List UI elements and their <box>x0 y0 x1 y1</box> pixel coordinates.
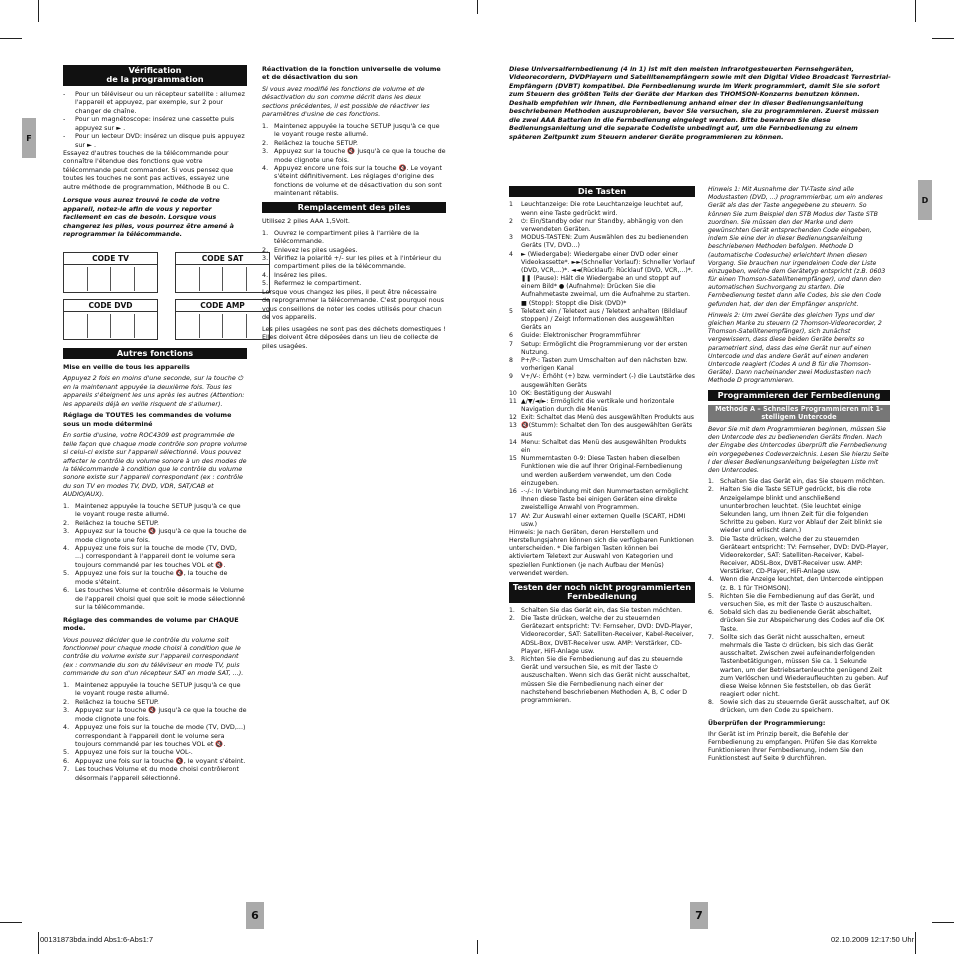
tasten-number: 5 <box>509 307 513 315</box>
step: Maintenez appuyée la touche SETUP jusqu'à ce que le voyant rouge reste allumé. <box>75 680 241 698</box>
paragraph: Essayez d'autres touches de la télécommande pour connaître l'étendue des fonctions que votre télécommande peut commander. Si vous pensez que toutes les touches ne sont pas actives, essayez une autre méthode de programmation, Méthode B ou C. <box>63 149 234 191</box>
tasten-text: P+/P-: Tasten zum Umschalten auf den nächsten bzw. vorherigen Kanal <box>521 356 688 373</box>
code-label: CODE AMP <box>176 300 269 312</box>
subheading: Réactivation de la fonction universelle de volume et de désactivation du son <box>262 65 441 82</box>
paragraph: Ihr Gerät ist im Prinzip bereit, die Befehle der Fernbedienung zu empfangen. Prüfen Sie das Korrekte Funktionieren Ihrer Fernbedienung, indem Sie den Funktionstest auf Seite 9 durchführen. <box>708 730 877 763</box>
tasten-item <box>509 390 695 398</box>
tasten-text: ▲/▼/◄/►: Ermöglicht die vertikale und horizontale Navigation durch die Menüs <box>521 397 675 414</box>
step: Schalten Sie das Gerät ein, das Sie steuern möchten. <box>720 478 886 486</box>
code-label: CODE SAT <box>176 253 269 265</box>
tasten-text: MODUS-TASTEN: Zum Auswählen des zu bedienenden Geräts (TV, DVD...) <box>521 234 689 250</box>
tasten-number: 15 <box>509 455 517 463</box>
de-intro <box>509 65 891 144</box>
tasten-text: ► (Wiedergabe): Wiedergabe einer DVD oder einer Videokassette*. ►►(Schneller Vorlauf): Schneller Vorlauf (DVD, VCR,...)*. ◄◄(Rücklauf): Rücklauf (DVD, VCR,...)*. ❚❚ (Pause): Hält die Wiedergabe an und stoppt auf einem Bild* ● (Aufnahme): Drücken Sie die Aufnahmetaste zweimal, um die Aufnahme zu starten. ■ (Stopp): Stoppt die Disk (DVD)* <box>521 250 695 307</box>
tasten-item <box>509 513 695 529</box>
step: Vérifiez la polarité +/- sur les piles et à l'intérieur du compartiment piles de la télécommande. <box>274 254 442 271</box>
list-item: Pour un magnétoscope: insérez une cassette puis appuyez sur ► . <box>75 115 235 132</box>
intro-paragraph: Diese Universalfernbedienung (4 in 1) ist mit den meisten infrarotgesteuerten Fernsehgeräten, Videorecordern, DVDPlayern und Satellitenempfängern sowie mit den Digital Video Broadcast Terrestrial-Empfängern (DVBT) kompatibel. Die Fernbedienung wurde im Werk programmiert, damit Sie sie sofort zum Steuern des größten Teils der Geräte der Marken des THOMSON-Konzerns benutzen können. Deshalb empfehlen wir Ihnen, die Fernbedienung anhand einer der in dieser Bedienungsanleitung beschriebenen Methoden auszuprobieren, bevor Sie versuchen, sie zu programmieren. Zuerst müssen die zwei AAA Batterien in die Fernbedienung eingelegt werden. Bitte bewahren Sie diese Bedienungsanleitung und die separate Codeliste unbedingt auf, um die Fernbedienung zu einem späteren Zeitpunkt zum Steuern anderer Geräte programmieren zu können. <box>509 65 891 141</box>
code-box <box>175 299 270 340</box>
step: Richten Sie die Fernbedienung auf das zu steuernde Gerät und versuchen Sie, es mit der Taste ⏻ auszuschalten. Wenn sich das Gerät nicht ausschaltet, müssen Sie die Fernbedienung nach einer der nachstehend beschriebenen Methoden A, B, C oder D programmieren. <box>521 656 691 704</box>
tasten-number: 1 <box>509 201 513 209</box>
tasten-text: OK: Bestätigung der Auswahl <box>521 389 612 397</box>
tasten-item <box>509 201 695 217</box>
list-item: Pour un téléviseur ou un récepteur satellite : allumez l'appareil et appuyez, par exemple, sur 2 pour changer de chaîne. <box>75 89 245 115</box>
paragraph: Si vous avez modifié les fonctions de volume et de désactivation du son comme décrit dans les deux sections précédentes, il est possible de réactiver les paramètres d'usine de ces fonctions. <box>262 84 430 119</box>
tasten-item <box>509 341 695 357</box>
tasten-text: Teletext ein / Teletext aus / Teletext anhalten (Bildlauf stoppen) / Zeigt Informationen des ausgewählten Geräts an <box>521 307 688 332</box>
step: Wenn die Anzeige leuchtet, den Untercode eintippen (z. B. 1 für THOMSON). <box>720 576 884 592</box>
subheading: Mise en veille de tous les appareils <box>63 362 190 371</box>
tasten-list <box>509 201 695 529</box>
tasten-text: ⏻: Ein/Standby oder nur Standby, abhängig von den verwendeten Geräten. <box>521 217 683 233</box>
paragraph: Hinweis: Je nach Geräten, deren Herstellern und Herstellungsjahren können sich die verfügbaren Funktionen unterscheiden. * Die farbigen Tasten können bei aktiviertem Teletext zur Auswahl von Kategorien und speziellen Funktionen (je nach Aufbau der Menüs) verwendet werden. <box>509 528 694 577</box>
footer-timestamp: 02.10.2009 12:17:50 Uhr <box>831 935 914 944</box>
code-box <box>175 252 270 293</box>
tasten-number: 17 <box>509 512 517 520</box>
tasten-number: 11 <box>509 397 517 405</box>
tasten-item <box>509 455 695 488</box>
tasten-number: 7 <box>509 340 513 348</box>
footer-file-info: 00131873bda.indd Abs1:6-Abs1:7 <box>40 935 154 944</box>
step: Appuyez une fois sur la touche VOL-. <box>75 748 193 757</box>
tasten-text: Guide: Elektronischer Programmführer <box>521 332 641 340</box>
list-item: Pour un lecteur DVD: insérez un disque puis appuyez sur ► . <box>75 132 245 149</box>
step: Appuyez encore une fois sur la touche 🔇. Le voyant s'éteint définitivement. Les réglages d'origine des fonctions de volume et de désactivation du son sont maintenant rétablis. <box>274 163 442 198</box>
crop-mark <box>0 922 22 923</box>
tasten-item <box>509 357 695 373</box>
tasten-text: V+/V-: Erhöht (+) bzw. vermindert (-) die Lautstärke des ausgewählten Geräts <box>521 373 695 389</box>
tasten-number: 3 <box>509 234 513 242</box>
step: Relâchez la touche SETUP. <box>274 138 358 147</box>
subheading: Überprüfen der Programmierung: <box>708 719 826 727</box>
paragraph: En sortie d'usine, votre ROC4309 est programmée de telle façon que chaque mode contrôle son propre volume si celui-ci existe sur l'appareil sélectionné. Vous pouvez affecter le contrôle du volume sonore à un des modes de la télécommande à condition que le contrôle du volume sonore existe sur l'appareil correspondant (ex : contrôle du son TV en modes TV, DVD, VDR, SAT/CAB et AUDIO/AUX). <box>63 431 247 499</box>
crop-mark <box>915 0 916 22</box>
step: Maintenez appuyée la touche SETUP jusqu'à ce que le voyant rouge reste allumé. <box>75 501 241 519</box>
tasten-number: 9 <box>509 373 513 381</box>
tasten-number: 4 <box>509 250 513 258</box>
tasten-number: 12 <box>509 414 517 422</box>
fr-column-1: Vérification de la programmation - Pour un téléviseur ou un récepteur satellite : allumez l'appareil et appuyez, par exemple, sur 2 pour changer de chaîne. - Pour un magnétoscope: insérez une cassette puis appuyez sur ► . - Pour un lecteur DVD: insérez un disque puis appuyez sur ► . Essayez d'autres touches de la télécommande pour connaître l'étendue des fonctions que votre télécommande peut commander. Si vous pensez que toutes les touches ne sont pas actives, essayez une autre méthode de programmation, Méthode B ou C. Lorsque vous aurez trouvé le code de votre appareil, notez-le afin de vous y reporter facilement en cas de besoin. Lorsque vous changerez les piles, vous pourrez être amené à reprogrammer la télécommande. CODE TV CODE SAT CODE DVD CODE AMP Autres fonctions Mise en veille de tous les appareils Appuyez 2 fois en moins d'une seconde, sur la touche ⏻ en la maintenant appuyée la deuxième fois. Tous les appareils s'éteignent les uns après les autres (Attention: les appareils déjà en veille risquent de s'allumer). Réglage de TOUTES les commandes de volume sous un mode déterminé En sortie d'usine, votre ROC4309 est programmée de telle façon que chaque mode contrôle son propre volume si celui-ci existe sur l'appareil sélectionné. Vous pouvez affecter le contrôle du volume sonore à un des modes de la télécommande à condition que le contrôle du volume sonore existe sur l'appareil correspondant (ex : contrôle du son TV en modes TV, DVD, VDR, SAT/CAB et AUDIO/AUX). 1. Maintenez appuyée la touche SETUP jusqu'à ce que le voyant rouge reste allumé. 2. Relâchez la touche SETUP. 3. Appuyez sur la touche 🔇 jusqu'à ce que la touche de mode clignote une fois. 4. Appuyez une fois sur la touche de mode (TV, DVD, ...) correspondant à l'appareil dont le volume sera toujours commandé par les touches VOL et 🔇. 5. Appuyez une fois sur la touche 🔇, la touche de mode s'éteint. 6. Les touches Volume et contrôle désormais le Volume de l'appareil choisi quel que soit le mode sélectionné sur la télécommande. Réglage des commandes de volume par CHAQUE mode. Vous pouvez décider que le contrôle du volume soit fonctionnel pour chaque mode choisi à condition que le contrôle du volume existe sur l'appareil correspondant (ex : commande du son du téléviseur en mode TV, puis commande du son d'un récepteur SAT en mode SAT, ...). 1. Maintenez appuyée la touche SETUP jusqu'à ce que le voyant rouge reste allumé. 2. Relâchez la touche SETUP. 3. Appuyez sur la touche 🔇 jusqu'à ce que la touche de mode clignote une fois. 4. Appuyez une fois sur la touche de mode (TV, DVD,...) correspondant à l'appareil dont le volume sera toujours commandé par les touches VOL et 🔇. 5. Appuyez une fois sur la touche VOL-. 6. Appuyez une fois sur la touche 🔇, le voyant s'éteint. 7. Les touches Volume et du mode choisi contrôleront désormais l'appareil sélectionné. <box>63 65 247 782</box>
step: Richten Sie die Fernbedienung auf das Gerät, und versuchen Sie, es mit der Taste ⏻ auszuschalten. <box>720 592 875 609</box>
crop-mark <box>932 38 954 39</box>
paragraph: Les piles usagées ne sont pas des déchets domestiques ! Elles doivent être déposées dans un lieu de collecte de piles usagées. <box>262 324 446 350</box>
piles-heading: Remplacement des piles <box>262 202 446 213</box>
step: Sowie sich das zu steuernde Gerät ausschaltet, auf OK drücken, um den Code zu speichern. <box>720 699 890 715</box>
step: Schalten Sie das Gerät ein, das Sie testen möchten. <box>521 606 683 614</box>
paragraph: Utilisez 2 piles AAA 1,5Volt. <box>262 217 350 226</box>
step: Sollte sich das Gerät nicht ausschalten, erneut mehrmals die Taste ⏻ drücken, bis sich das Gerät ausschaltet. Zwischen zwei aufeinanderfolgenden Tastenbetätigungen, müssen Sie ca. 1 Sekunde warten, um der Betriebsartenleuchte genügend Zeit zum Verlöschen und Wiederaufleuchten zu geben. Auf diese Weise können Sie feststellen, ob das Gerät reagiert oder nicht. <box>720 633 889 699</box>
testen-heading: Testen der noch nicht programmierten Fernbedienung <box>509 582 695 603</box>
crop-mark <box>38 0 39 22</box>
subheading: Réglage de TOUTES les commandes de volume sous un mode déterminé <box>63 411 232 428</box>
step: Appuyez sur la touche 🔇 jusqu'à ce que la touche de mode clignote une fois. <box>274 147 446 164</box>
crop-mark <box>477 0 478 14</box>
note-paragraph: Lorsque vous aurez trouvé le code de votre appareil, notez-le afin de vous y reporter facilement en cas de besoin. Lorsque vous changerez les piles, vous pourrez être amené à reprogrammer la télécommande. <box>63 196 234 239</box>
crop-mark <box>932 922 954 923</box>
step: Appuyez une fois sur la touche 🔇, le voyant s'éteint. <box>75 756 246 765</box>
step: Sobald sich das zu bedienende Gerät abschaltet, drücken Sie zur Abspeicherung des Codes auf die OK Taste. <box>720 609 885 633</box>
step: Relâchez la touche SETUP. <box>75 518 159 527</box>
crop-mark <box>0 38 22 39</box>
programmieren-heading: Programmieren der Fernbedienung <box>708 390 890 401</box>
step: Appuyez une fois sur la touche 🔇, la touche de mode s'éteint. <box>75 569 228 586</box>
code-box <box>63 299 158 340</box>
paragraph: Appuyez 2 fois en moins d'une seconde, sur la touche ⏻ en la maintenant appuyée la deuxième fois. Tous les appareils s'éteignent les uns après les autres (Attention: les appareils déjà en veille risquent de s'allumer). <box>63 374 245 408</box>
tasten-item <box>509 373 695 389</box>
tasten-number: 13 <box>509 422 517 430</box>
tasten-item <box>509 488 695 513</box>
de-column-1: Die Tasten 1 Leuchtanzeige: Die rote Leuchtanzeige leuchtet auf, wenn eine Taste gedrückt wird. 2 ⏻: Ein/Standby oder nur Standby, abhängig von den verwendeten Geräten. 3 MODUS-TASTEN: Zum Auswählen des zu bedienenden Geräts (TV, DVD...) 4 ► (Wiedergabe): Wiedergabe einer DVD oder einer Videokassette*. ►►(Schneller Vorlauf): Schneller Vorlauf (DVD, VCR,...)*. ◄◄(Rücklauf): Rücklauf (DVD, VCR,...)*. ❚❚ (Pause): Hält die Wiedergabe an und stoppt auf einem Bild* ● (Aufnahme): Drücken Sie die Aufnahmetaste zweimal, um die Aufnahme zu starten. ■ (Stopp): Stoppt die Disk (DVD)* 5 Teletext ein / Teletext aus / Teletext anhalten (Bildlauf stoppen) / Zeigt Informationen des ausgewählten Geräts an 6 Guide: Elektronischer Programmführer 7 Setup: Ermöglicht die Programmierung vor der ersten Nutzung. 8 P+/P-: Tasten zum Umschalten auf den nächsten bzw. vorherigen Kanal 9 V+/V-: Erhöht (+) bzw. vermindert (-) die Lautstärke des ausgewählten Geräts 10 OK: Bestätigung der Auswahl 11 ▲/▼/◄/►: Ermöglicht die vertikale und horizontale Navigation durch die Menüs 12 Exit: Schaltet das Menü des ausgewählten Produkts aus 13 🔇(Stumm): Schaltet den Ton des ausgewählten Geräts aus 14 Menu: Schaltet das Menü des ausgewählten Produkts ein 15 Nummerntasten 0-9: Diese Tasten haben dieselben Funktionen wie die auf Ihrer Original-Fernbedienung und werden außerdem verwendet, um den Code einzugeben. 16 -·-/-: In Verbindung mit den Nummertasten ermöglicht Ihnen diese Taste bei einigen Geräten eine direkte zweistellige Anwahl von Programmen. 17 AV: Zur Auswahl einer externen Quelle (SCART, HDMI usw.) Hinweis: Je nach Geräten, deren Herstellern und Herstellungsjahren können sich die verfügbaren Funktionen unterscheiden. * Die farbigen Tasten können bei aktiviertem Teletext zur Auswahl von Kategorien und speziellen Funktionen (je nach Aufbau der Menüs) verwendet werden. Testen der noch nicht programmierten Fernbedienung 1. Schalten Sie das Gerät ein, das Sie testen möchten. 2. Die Taste drücken, welche der zu steuernden Gerätezart entspricht: TV: Fernseher, DVD: DVD-Player, Videorecorder, SAT: Satelliten-Receiver, Kabel-Receiver, ADSL-Box, DVBT-Receiver usw. AMP: Verstärker, CD-Player, HiFi-Anlage usw. 3. Richten Sie die Fernbedienung auf das zu steuernde Gerät und versuchen Sie, es mit der Taste ⏻ auszuschalten. Wenn sich das Gerät nicht ausschaltet, müssen Sie die Fernbedienung nach einer der nachstehend beschriebenen Methoden A, B, C oder D programmieren. <box>509 186 695 704</box>
tasten-item <box>509 251 695 308</box>
tasten-number: 16 <box>509 487 517 495</box>
tasten-text: Exit: Schaltet das Menü des ausgewählten Produkts aus <box>521 414 695 422</box>
tasten-number: 14 <box>509 438 517 446</box>
verification-heading: Vérification de la programmation <box>63 65 247 86</box>
code-box <box>63 252 158 293</box>
tasten-text: -·-/-: In Verbindung mit den Nummertasten ermöglicht Ihnen diese Taste bei einigen Geräten eine direkte zweistellige Anwahl von Programmen. <box>521 487 689 512</box>
tasten-text: Menu: Schaltet das Menü des ausgewählten Produkts ein <box>521 438 687 455</box>
paragraph: Bevor Sie mit dem Programmieren beginnen, müssen Sie den Untercode des zu bedienenden Geräts finden. Nach der Eingabe des Untercodes überprüft die Fernbedienung ein vorgegebenes Codeverzeichnis. Lesen Sie hierzu Seite I der dieser Bedienungsanleitung beigelegten Liste mit den Untercodes. <box>708 426 889 475</box>
step: Die Taste drücken, welche der zu steuernden Geräteart entspricht: TV: Fernseher, DVD: DVD-Player, Videorekorder, SAT: Satelliten-Receiver, Kabel-Receiver, ADSL-Box, DVBT-Receiver usw. AMP: Verstärker, CD-Player, HiFi-Anlage usw. <box>720 535 889 576</box>
step: Les touches Volume et du mode choisi contrôleront désormais l'appareil sélectionné. <box>75 765 240 782</box>
paragraph: Vous pouvez décider que le contrôle du volume soit fonctionnel pour chaque mode choisi à condition que le contrôle du volume existe sur l'appareil correspondant (ex : commande du son du téléviseur en mode TV, puis commande du son d'un récepteur SAT en mode SAT, ...). <box>63 635 244 678</box>
tasten-item <box>509 218 695 234</box>
de-column-2: Hinweis 1: Mit Ausnahme der TV-Taste sind alle Modustasten (DVD, ...) programmierbar, um ein anderes Gerät als das der Taste angegebene zu steuern. So können Sie zum Beispiel den STB Modus der Taste STB zuordnen. Sie müssen den der Marke und dem gewünschten Gerät entsprechenden Code eingeben, indem Sie eine der in dieser Bedienungsanleitung beschriebenen Methoden befolgen. Methode D (automatische Codesuche) erleichtert Ihnen diesen Vorgang. Sie brauchen nur irgendeinen Code der Liste einzugeben, welche dem Gerätetyp entspricht (z.B. 0603 für einen Thomson-Satellitenempfänger), und dann den automatischen Suchvorgang zu starten. Die Fernbedienung testet dann alle Codes, bis sie den Code gefunden hat, der den der Empfänger anspricht. Hinweis 2: Um zwei Geräte des gleichen Typs und der gleichen Marke zu steuern (2 Thomson-Videorecorder, 2 Thomson-Satellitenempfänger), sich zunächst vergewissern, dass diese beiden Geräte bereits so parametriert sind, dass das eine Gerät nur auf einen Untercode und das andere Gerät auf einen anderen Untercode reagiert (Codes A und B für die Thomson-Geräte). Dann nacheinander zwei Modustasten nach Methode D programmieren. Programmieren der Fernbedienung Methode A – Schnelles Programmieren mit 1-stelligem Untercode Bevor Sie mit dem Programmieren beginnen, müssen Sie den Untercode des zu bedienenden Geräts finden. Nach der Eingabe des Untercodes überprüft die Fernbedienung ein vorgegebenes Codeverzeichnis. Lesen Sie hierzu Seite I der dieser Bedienungsanleitung beigelegten Liste mit den Untercodes. 1. Schalten Sie das Gerät ein, das Sie steuern möchten. 2. Halten Sie die Taste SETUP gedrückt, bis die rote Anzeigelampe blinkt und anschließend ununterbrochen leuchtet. (Sie leuchtet einige Sekunden lang, um Ihnen Zeit für die folgenden Schritte zu geben. Kurz vor Ablauf der Zeit blinkt sie wieder und erlischt dann.) 3. Die Taste drücken, welche der zu steuernden Geräteart entspricht: TV: Fernseher, DVD: DVD-Player, Videorekorder, SAT: Satelliten-Receiver, Kabel-Receiver, ADSL-Box, DVBT-Receiver usw. AMP: Verstärker, CD-Player, HiFi-Anlage usw. 4. Wenn die Anzeige leuchtet, den Untercode eintippen (z. B. 1 für THOMSON). 5. Richten Sie die Fernbedienung auf das Gerät, und versuchen Sie, es mit der Taste ⏻ auszuschalten. 6. Sobald sich das zu bedienende Gerät abschaltet, drücken Sie zur Abspeicherung des Codes auf die OK Taste. 7. Sollte sich das Gerät nicht ausschalten, erneut mehrmals die Taste ⏻ drücken, bis sich das Gerät ausschaltet. Zwischen zwei aufeinanderfolgenden Tastenbetätigungen, müssen Sie ca. 1 Sekunde warten, um der Betriebsartenleuchte genügend Zeit zum Verlöschen und Wiederaufleuchten zu geben. Auf diese Weise können Sie feststellen, ob das Gerät reagiert oder nicht. 8. Sowie sich das zu steuernde Gerät ausschaltet, auf OK drücken, um den Code zu speichern. Überprüfen der Programmierung: Ihr Gerät ist im Prinzip bereit, die Befehle der Fernbedienung zu empfangen. Prüfen Sie das Korrekte Funktionieren Ihrer Fernbedienung, indem Sie den Funktionstest auf Seite 9 durchführen. <box>708 186 890 763</box>
step: Appuyez sur la touche 🔇 jusqu'à ce que la touche de mode clignote une fois. <box>75 706 247 723</box>
step: Appuyez sur la touche 🔇 jusqu'à ce que la touche de mode clignote une fois. <box>75 527 247 544</box>
hinweis-1: Hinweis 1: Mit Ausnahme der TV-Taste sind alle Modustasten (DVD, ...) programmierbar, um ein anderes Gerät als das der Taste angegebene zu steuern. So können Sie zum Beispiel den STB Modus der Taste STB zuordnen. Sie müssen den der Marke und dem gewünschten Gerät entsprechenden Code eingeben, indem Sie eine der in dieser Bedienungsanleitung beschriebenen Methoden befolgen. Methode D (automatische Codesuche) erleichtert Ihnen diesen Vorgang. Sie brauchen nur irgendeinen Code der Liste einzugeben, welche dem Gerätetyp entspricht (z.B. 0603 für einen Thomson-Satellitenempfänger), und dann den automatischen Suchvorgang zu starten. Die Fernbedienung testet dann alle Codes, bis sie den Code gefunden hat, der den der Empfänger anspricht. <box>708 186 886 308</box>
tasten-text: Leuchtanzeige: Die rote Leuchtanzeige leuchtet auf, wenn eine Taste gedrückt wird. <box>521 201 683 217</box>
crop-mark <box>38 932 39 954</box>
subheading: Réglage des commandes de volume par CHAQUE mode. <box>63 615 239 633</box>
crop-mark <box>477 940 478 954</box>
tasten-item <box>509 308 695 333</box>
tasten-text: Setup: Ermöglicht die Programmierung vor der ersten Nutzung. <box>521 340 688 356</box>
tasten-text: 🔇(Stumm): Schaltet den Ton des ausgewählten Geräts aus <box>521 422 693 438</box>
step: Relâchez la touche SETUP. <box>75 697 159 706</box>
tasten-number: 6 <box>509 332 513 340</box>
step: Enlevez les piles usagées. <box>274 245 358 254</box>
tasten-item <box>509 422 695 438</box>
tasten-text: AV: Zur Auswahl einer externen Quelle (SCART, HDMI usw.) <box>521 512 686 528</box>
tasten-number: 10 <box>509 389 517 397</box>
paragraph: Lorsque vous changez les piles, il peut être nécessaire de reprogrammer la télécommande. C'est pourquoi nous vous conseillons de noter les codes utilisés pour chacun de vos appareils. <box>262 287 445 322</box>
tasten-heading: Die Tasten <box>509 186 695 197</box>
step: Refermez le compartiment. <box>274 279 362 288</box>
methode-a-heading: Methode A – Schnelles Programmieren mit 1-stelligem Untercode <box>708 405 890 422</box>
tasten-number: 2 <box>509 217 513 225</box>
tasten-item <box>509 439 695 455</box>
step: Maintenez appuyée la touche SETUP jusqu'à ce que le voyant rouge reste allumé. <box>274 121 440 139</box>
code-label: CODE TV <box>64 253 157 265</box>
language-tab-fr: F <box>22 118 36 158</box>
crop-mark <box>915 932 916 954</box>
tasten-number: 8 <box>509 356 513 364</box>
page-number-right: 7 <box>690 902 708 929</box>
step: Les touches Volume et contrôle désormais le Volume de l'appareil choisi quel que soit le mode sélectionné sur la télécommande. <box>75 586 245 612</box>
code-label: CODE DVD <box>64 300 157 312</box>
step: Appuyez une fois sur la touche de mode (TV, DVD,...) correspondant à l'appareil dont le volume sera toujours commandé par les touches VOL et 🔇. <box>75 723 246 748</box>
tasten-item <box>509 332 695 340</box>
step: Halten Sie die Taste SETUP gedrückt, bis die rote Anzeigelampe blinkt und anschließend ununterbrochen leuchtet. (Sie leuchtet einige Sekunden lang, um Ihnen Zeit für die folgenden Schritte zu geben. Kurz vor Ablauf der Zeit blinkt sie wieder und erlischt dann.) <box>720 486 883 535</box>
tasten-item <box>509 398 695 414</box>
tasten-item <box>509 234 695 250</box>
fr-column-2: Réactivation de la fonction universelle de volume et de désactivation du son Si vous avez modifié les fonctions de volume et de désactivation du son comme décrit dans les deux sections précédentes, il est possible de réactiver les paramètres d'usine de ces fonctions. 1. Maintenez appuyée la touche SETUP jusqu'à ce que le voyant rouge reste allumé. 2. Relâchez la touche SETUP. 3. Appuyez sur la touche 🔇 jusqu'à ce que la touche de mode clignote une fois. 4. Appuyez encore une fois sur la touche 🔇. Le voyant s'éteint définitivement. Les réglages d'origine des fonctions de volume et de désactivation du son sont maintenant rétablis. Remplacement des piles Utilisez 2 piles AAA 1,5Volt. 1. Ouvrez le compartiment piles à l'arrière de la télécommande. 2. Enlevez les piles usagées. 3. Vérifiez la polarité +/- sur les piles et à l'intérieur du compartiment piles de la télécommande. 4. Insérez les piles. 5. Refermez le compartiment. Lorsque vous changez les piles, il peut être nécessaire de reprogrammer la télécommande. C'est pourquoi nous vous conseillons de noter les codes utilisés pour chacun de vos appareils. Les piles usagées ne sont pas des déchets domestiques ! Elles doivent être déposées dans un lieu de collecte de piles usagées. <box>262 65 446 350</box>
tasten-text: Nummerntasten 0-9: Diese Tasten haben dieselben Funktionen wie die auf Ihrer Original-Fernbedienung und werden außerdem verwendet, um den Code einzugeben. <box>521 455 683 487</box>
step: Insérez les piles. <box>274 270 327 279</box>
step: Ouvrez le compartiment piles à l'arrière de la télécommande. <box>274 228 419 246</box>
autres-fonctions-heading: Autres fonctions <box>63 348 247 359</box>
step: Die Taste drücken, welche der zu steuernden Gerätezart entspricht: TV: Fernseher, DVD: DVD-Player, Videorecorder, SAT: Satelliten-Receiver, Kabel-Receiver, ADSL-Box, DVBT-Receiver usw. AMP: Verstärker, CD-Player, HiFi-Anlage usw. <box>521 615 694 655</box>
step: Appuyez une fois sur la touche de mode (TV, DVD, ...) correspondant à l'appareil dont le volume sera toujours commandé par les touches VOL et 🔇. <box>75 544 237 569</box>
page-number-left: 6 <box>246 902 264 929</box>
language-tab-de: D <box>918 180 932 220</box>
code-boxes <box>63 242 247 342</box>
hinweis-2: Hinweis 2: Um zwei Geräte des gleichen Typs und der gleichen Marke zu steuern (2 Thomson-Videorecorder, 2 Thomson-Satellitenempfänger), sich zunächst vergewissern, dass diese beiden Geräte bereits so parametriert sind, dass das eine Gerät nur auf einen Untercode und das andere Gerät auf einen anderen Untercode reagiert (Codes A und B für die Thomson-Geräte). Dann nacheinander zwei Modustasten nach Methode D programmieren. <box>708 311 882 385</box>
